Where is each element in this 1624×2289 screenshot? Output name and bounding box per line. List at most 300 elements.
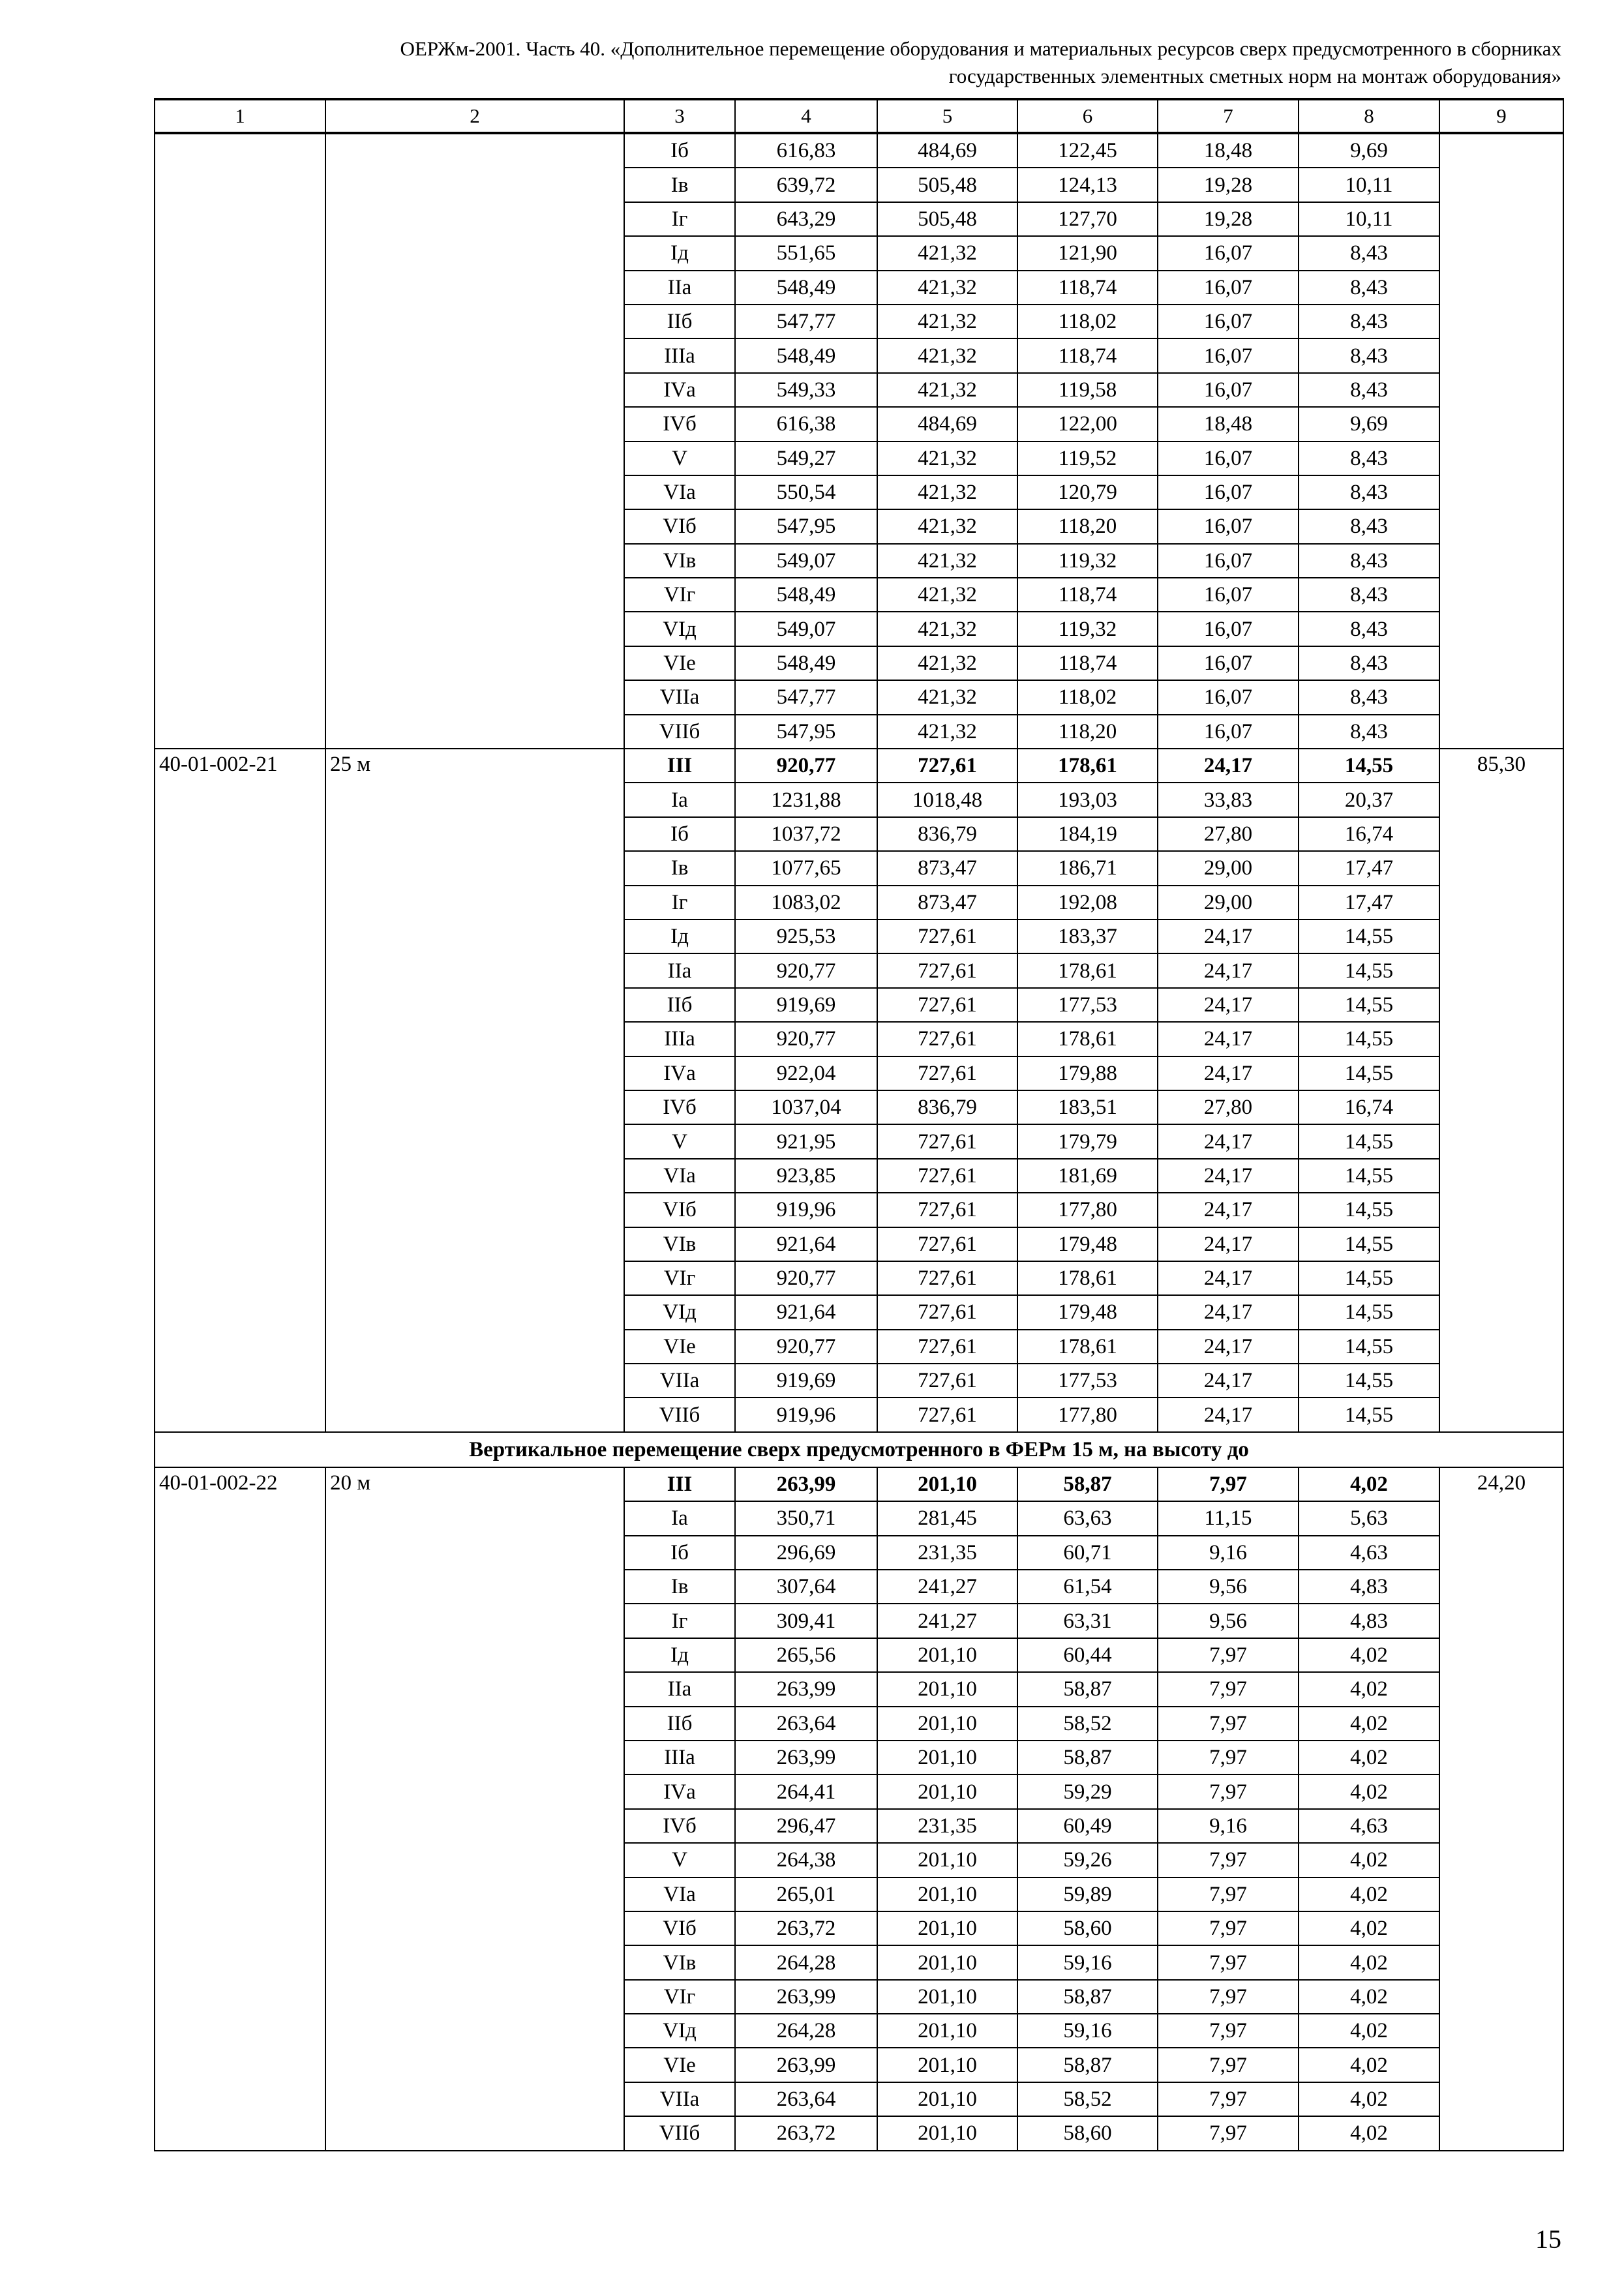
machines-cell: 193,03 bbox=[1017, 783, 1158, 816]
total-cost-cell: 263,99 bbox=[735, 1980, 877, 2014]
zone-cell: V bbox=[624, 1124, 735, 1158]
total-cost-cell: 296,47 bbox=[735, 1809, 877, 1843]
machines-cell: 119,32 bbox=[1017, 612, 1158, 646]
total-cost-cell: 920,77 bbox=[735, 1330, 877, 1364]
total-cost-cell: 307,64 bbox=[735, 1570, 877, 1604]
total-cost-cell: 265,56 bbox=[735, 1638, 877, 1672]
zone-cell: Iа bbox=[624, 783, 735, 816]
drivers-wages-cell: 7,97 bbox=[1158, 1945, 1299, 1979]
wages-cell: 421,32 bbox=[877, 544, 1017, 578]
labor-cell: 4,02 bbox=[1299, 1878, 1439, 1911]
labor-cell: 4,02 bbox=[1299, 1638, 1439, 1672]
wages-cell: 201,10 bbox=[877, 1843, 1017, 1877]
wages-cell: 241,27 bbox=[877, 1570, 1017, 1604]
machines-cell: 118,74 bbox=[1017, 338, 1158, 372]
drivers-wages-cell: 16,07 bbox=[1158, 612, 1299, 646]
labor-cell: 14,55 bbox=[1299, 1159, 1439, 1193]
zone-cell: VIд bbox=[624, 1295, 735, 1329]
column-number: 1 bbox=[155, 99, 325, 133]
table-row bbox=[155, 1467, 1563, 1501]
drivers-wages-cell: 7,97 bbox=[1158, 2014, 1299, 2048]
total-cost-cell: 639,72 bbox=[735, 168, 877, 202]
column-numbers-row bbox=[155, 99, 1563, 133]
total-cost-cell: 616,38 bbox=[735, 407, 877, 441]
height-parameter-cell: 20 м bbox=[325, 1467, 624, 2151]
total-cost-cell: 263,72 bbox=[735, 2116, 877, 2150]
drivers-wages-cell: 19,28 bbox=[1158, 168, 1299, 202]
drivers-wages-cell: 9,56 bbox=[1158, 1570, 1299, 1604]
height-parameter-cell: 25 м bbox=[325, 749, 624, 1432]
drivers-wages-cell: 24,17 bbox=[1158, 749, 1299, 783]
labor-cell: 4,02 bbox=[1299, 1843, 1439, 1877]
machines-cell: 119,58 bbox=[1017, 373, 1158, 407]
zone-cell: VIв bbox=[624, 544, 735, 578]
labor-cell: 8,43 bbox=[1299, 236, 1439, 270]
drivers-wages-cell: 24,17 bbox=[1158, 1022, 1299, 1056]
labor-cell: 4,02 bbox=[1299, 1945, 1439, 1979]
labor-cell: 14,55 bbox=[1299, 1330, 1439, 1364]
zone-cell: VIг bbox=[624, 1261, 735, 1295]
drivers-wages-cell: 7,97 bbox=[1158, 1741, 1299, 1774]
drivers-wages-cell: 16,07 bbox=[1158, 544, 1299, 578]
machines-cell: 186,71 bbox=[1017, 851, 1158, 885]
labor-cell: 8,43 bbox=[1299, 305, 1439, 338]
labor-cell: 8,43 bbox=[1299, 680, 1439, 714]
machines-cell: 59,29 bbox=[1017, 1774, 1158, 1808]
total-cost-cell: 1037,04 bbox=[735, 1090, 877, 1124]
zone-cell: VIв bbox=[624, 1227, 735, 1261]
zone-cell: IVа bbox=[624, 373, 735, 407]
machines-cell: 58,87 bbox=[1017, 2048, 1158, 2082]
total-cost-cell: 263,99 bbox=[735, 1467, 877, 1501]
machines-cell: 58,52 bbox=[1017, 1707, 1158, 1741]
wages-cell: 727,61 bbox=[877, 1159, 1017, 1193]
zone-cell: Iб bbox=[624, 133, 735, 168]
labor-cell: 8,43 bbox=[1299, 509, 1439, 543]
drivers-wages-cell: 7,97 bbox=[1158, 1911, 1299, 1945]
machines-cell: 119,52 bbox=[1017, 441, 1158, 475]
wages-cell: 727,61 bbox=[877, 1227, 1017, 1261]
wages-cell: 727,61 bbox=[877, 1261, 1017, 1295]
column-number: 9 bbox=[1439, 99, 1563, 133]
extra-value-cell: 24,20 bbox=[1439, 1467, 1563, 2151]
drivers-wages-cell: 33,83 bbox=[1158, 783, 1299, 816]
drivers-wages-cell: 16,07 bbox=[1158, 338, 1299, 372]
drivers-wages-cell: 7,97 bbox=[1158, 1878, 1299, 1911]
total-cost-cell: 350,71 bbox=[735, 1501, 877, 1535]
machines-cell: 192,08 bbox=[1017, 886, 1158, 920]
machines-cell: 127,70 bbox=[1017, 202, 1158, 236]
zone-cell: Iд bbox=[624, 236, 735, 270]
labor-cell: 14,55 bbox=[1299, 1193, 1439, 1227]
drivers-wages-cell: 24,17 bbox=[1158, 1056, 1299, 1090]
wages-cell: 727,61 bbox=[877, 749, 1017, 783]
wages-cell: 421,32 bbox=[877, 373, 1017, 407]
drivers-wages-cell: 7,97 bbox=[1158, 2116, 1299, 2150]
section-heading: Вертикальное перемещение сверх предусмотренного в ФЕРм 15 м, на высоту до bbox=[155, 1432, 1563, 1467]
wages-cell: 201,10 bbox=[877, 1741, 1017, 1774]
total-cost-cell: 549,33 bbox=[735, 373, 877, 407]
zone-cell: VIа bbox=[624, 475, 735, 509]
column-number: 4 bbox=[735, 99, 877, 133]
labor-cell: 8,43 bbox=[1299, 373, 1439, 407]
labor-cell: 14,55 bbox=[1299, 1398, 1439, 1431]
page-number: 15 bbox=[1535, 2224, 1561, 2254]
drivers-wages-cell: 7,97 bbox=[1158, 1707, 1299, 1741]
total-cost-cell: 925,53 bbox=[735, 920, 877, 953]
total-cost-cell: 921,95 bbox=[735, 1124, 877, 1158]
labor-cell: 4,02 bbox=[1299, 1672, 1439, 1706]
zone-cell: Iа bbox=[624, 1501, 735, 1535]
labor-cell: 4,83 bbox=[1299, 1570, 1439, 1604]
total-cost-cell: 264,28 bbox=[735, 2014, 877, 2048]
labor-cell: 9,69 bbox=[1299, 133, 1439, 168]
total-cost-cell: 548,49 bbox=[735, 271, 877, 305]
wages-cell: 727,61 bbox=[877, 1022, 1017, 1056]
labor-cell: 14,55 bbox=[1299, 749, 1439, 783]
drivers-wages-cell: 24,17 bbox=[1158, 1159, 1299, 1193]
zone-cell: Iв bbox=[624, 1570, 735, 1604]
rate-code-cell bbox=[155, 133, 325, 749]
wages-cell: 201,10 bbox=[877, 2048, 1017, 2082]
labor-cell: 4,02 bbox=[1299, 2082, 1439, 2116]
labor-cell: 8,43 bbox=[1299, 475, 1439, 509]
zone-cell: IIа bbox=[624, 1672, 735, 1706]
labor-cell: 8,43 bbox=[1299, 544, 1439, 578]
drivers-wages-cell: 27,80 bbox=[1158, 817, 1299, 851]
labor-cell: 4,02 bbox=[1299, 1911, 1439, 1945]
wages-cell: 505,48 bbox=[877, 168, 1017, 202]
machines-cell: 58,60 bbox=[1017, 2116, 1158, 2150]
table-row bbox=[155, 749, 1563, 783]
wages-cell: 727,61 bbox=[877, 1295, 1017, 1329]
drivers-wages-cell: 16,07 bbox=[1158, 305, 1299, 338]
machines-cell: 124,13 bbox=[1017, 168, 1158, 202]
machines-cell: 177,80 bbox=[1017, 1193, 1158, 1227]
labor-cell: 4,83 bbox=[1299, 1604, 1439, 1638]
rates-table-body bbox=[155, 99, 1563, 2151]
drivers-wages-cell: 16,07 bbox=[1158, 680, 1299, 714]
total-cost-cell: 264,41 bbox=[735, 1774, 877, 1808]
drivers-wages-cell: 24,17 bbox=[1158, 1261, 1299, 1295]
zone-cell: VIг bbox=[624, 578, 735, 612]
labor-cell: 4,02 bbox=[1299, 1707, 1439, 1741]
drivers-wages-cell: 29,00 bbox=[1158, 886, 1299, 920]
zone-cell: Iб bbox=[624, 1536, 735, 1570]
zone-cell: Iг bbox=[624, 1604, 735, 1638]
machines-cell: 58,87 bbox=[1017, 1467, 1158, 1501]
wages-cell: 505,48 bbox=[877, 202, 1017, 236]
wages-cell: 421,32 bbox=[877, 680, 1017, 714]
total-cost-cell: 548,49 bbox=[735, 338, 877, 372]
zone-cell: IVб bbox=[624, 1090, 735, 1124]
zone-cell: VIа bbox=[624, 1159, 735, 1193]
machines-cell: 58,87 bbox=[1017, 1741, 1158, 1774]
total-cost-cell: 547,95 bbox=[735, 509, 877, 543]
machines-cell: 118,02 bbox=[1017, 305, 1158, 338]
wages-cell: 201,10 bbox=[877, 1467, 1017, 1501]
zone-cell: VIIб bbox=[624, 2116, 735, 2150]
machines-cell: 177,53 bbox=[1017, 1364, 1158, 1398]
drivers-wages-cell: 9,16 bbox=[1158, 1536, 1299, 1570]
wages-cell: 836,79 bbox=[877, 817, 1017, 851]
extra-value-cell bbox=[1439, 133, 1563, 749]
labor-cell: 14,55 bbox=[1299, 988, 1439, 1022]
machines-cell: 59,26 bbox=[1017, 1843, 1158, 1877]
machines-cell: 179,48 bbox=[1017, 1227, 1158, 1261]
machines-cell: 58,87 bbox=[1017, 1980, 1158, 2014]
running-header bbox=[154, 35, 1561, 90]
wages-cell: 421,32 bbox=[877, 305, 1017, 338]
machines-cell: 120,79 bbox=[1017, 475, 1158, 509]
drivers-wages-cell: 16,07 bbox=[1158, 715, 1299, 749]
machines-cell: 118,74 bbox=[1017, 646, 1158, 680]
labor-cell: 8,43 bbox=[1299, 715, 1439, 749]
machines-cell: 58,52 bbox=[1017, 2082, 1158, 2116]
total-cost-cell: 919,69 bbox=[735, 988, 877, 1022]
wages-cell: 231,35 bbox=[877, 1809, 1017, 1843]
zone-cell: VIIб bbox=[624, 1398, 735, 1431]
drivers-wages-cell: 7,97 bbox=[1158, 1774, 1299, 1808]
column-number: 5 bbox=[877, 99, 1017, 133]
total-cost-cell: 263,99 bbox=[735, 1672, 877, 1706]
total-cost-cell: 263,99 bbox=[735, 1741, 877, 1774]
wages-cell: 727,61 bbox=[877, 1330, 1017, 1364]
zone-cell: VIб bbox=[624, 1193, 735, 1227]
machines-cell: 179,88 bbox=[1017, 1056, 1158, 1090]
wages-cell: 281,45 bbox=[877, 1501, 1017, 1535]
zone-cell: IIIа bbox=[624, 1741, 735, 1774]
drivers-wages-cell: 7,97 bbox=[1158, 1638, 1299, 1672]
wages-cell: 421,32 bbox=[877, 612, 1017, 646]
wages-cell: 727,61 bbox=[877, 953, 1017, 987]
labor-cell: 4,02 bbox=[1299, 1980, 1439, 2014]
zone-cell: VIб bbox=[624, 509, 735, 543]
wages-cell: 241,27 bbox=[877, 1604, 1017, 1638]
wages-cell: 201,10 bbox=[877, 2082, 1017, 2116]
wages-cell: 484,69 bbox=[877, 407, 1017, 441]
zone-cell: IIб bbox=[624, 305, 735, 338]
zone-cell: VIIа bbox=[624, 2082, 735, 2116]
total-cost-cell: 919,96 bbox=[735, 1398, 877, 1431]
machines-cell: 184,19 bbox=[1017, 817, 1158, 851]
machines-cell: 178,61 bbox=[1017, 749, 1158, 783]
labor-cell: 20,37 bbox=[1299, 783, 1439, 816]
zone-cell: VIд bbox=[624, 612, 735, 646]
total-cost-cell: 1077,65 bbox=[735, 851, 877, 885]
header-line-1: ОЕРЖм-2001. Часть 40. «Дополнительное перемещение оборудования и материальных ресурсов сверх предусмотренного в сборниках bbox=[400, 37, 1561, 60]
zone-cell: VIIа bbox=[624, 680, 735, 714]
total-cost-cell: 549,07 bbox=[735, 612, 877, 646]
drivers-wages-cell: 9,16 bbox=[1158, 1809, 1299, 1843]
labor-cell: 4,02 bbox=[1299, 2014, 1439, 2048]
height-parameter-cell bbox=[325, 133, 624, 749]
drivers-wages-cell: 16,07 bbox=[1158, 509, 1299, 543]
total-cost-cell: 921,64 bbox=[735, 1295, 877, 1329]
total-cost-cell: 547,77 bbox=[735, 305, 877, 338]
zone-cell: VIе bbox=[624, 646, 735, 680]
total-cost-cell: 309,41 bbox=[735, 1604, 877, 1638]
zone-cell: VIа bbox=[624, 1878, 735, 1911]
labor-cell: 14,55 bbox=[1299, 1124, 1439, 1158]
drivers-wages-cell: 16,07 bbox=[1158, 475, 1299, 509]
total-cost-cell: 1231,88 bbox=[735, 783, 877, 816]
zone-cell: VIв bbox=[624, 1945, 735, 1979]
wages-cell: 231,35 bbox=[877, 1536, 1017, 1570]
machines-cell: 177,53 bbox=[1017, 988, 1158, 1022]
zone-cell: III bbox=[624, 749, 735, 783]
drivers-wages-cell: 24,17 bbox=[1158, 1124, 1299, 1158]
wages-cell: 1018,48 bbox=[877, 783, 1017, 816]
wages-cell: 727,61 bbox=[877, 1193, 1017, 1227]
labor-cell: 8,43 bbox=[1299, 578, 1439, 612]
labor-cell: 8,43 bbox=[1299, 338, 1439, 372]
total-cost-cell: 616,83 bbox=[735, 133, 877, 168]
drivers-wages-cell: 7,97 bbox=[1158, 1672, 1299, 1706]
wages-cell: 201,10 bbox=[877, 1878, 1017, 1911]
machines-cell: 179,48 bbox=[1017, 1295, 1158, 1329]
zone-cell: IIб bbox=[624, 988, 735, 1022]
labor-cell: 16,74 bbox=[1299, 817, 1439, 851]
drivers-wages-cell: 24,17 bbox=[1158, 953, 1299, 987]
machines-cell: 59,16 bbox=[1017, 1945, 1158, 1979]
column-number: 8 bbox=[1299, 99, 1439, 133]
total-cost-cell: 547,95 bbox=[735, 715, 877, 749]
labor-cell: 16,74 bbox=[1299, 1090, 1439, 1124]
total-cost-cell: 548,49 bbox=[735, 578, 877, 612]
total-cost-cell: 549,07 bbox=[735, 544, 877, 578]
column-number: 6 bbox=[1017, 99, 1158, 133]
zone-cell: VIб bbox=[624, 1911, 735, 1945]
zone-cell: VIе bbox=[624, 2048, 735, 2082]
drivers-wages-cell: 29,00 bbox=[1158, 851, 1299, 885]
machines-cell: 118,02 bbox=[1017, 680, 1158, 714]
labor-cell: 8,43 bbox=[1299, 646, 1439, 680]
drivers-wages-cell: 16,07 bbox=[1158, 441, 1299, 475]
labor-cell: 4,63 bbox=[1299, 1809, 1439, 1843]
labor-cell: 10,11 bbox=[1299, 168, 1439, 202]
drivers-wages-cell: 24,17 bbox=[1158, 1227, 1299, 1261]
labor-cell: 4,02 bbox=[1299, 1774, 1439, 1808]
zone-cell: IIIа bbox=[624, 338, 735, 372]
labor-cell: 8,43 bbox=[1299, 612, 1439, 646]
labor-cell: 4,02 bbox=[1299, 1467, 1439, 1501]
total-cost-cell: 549,27 bbox=[735, 441, 877, 475]
wages-cell: 201,10 bbox=[877, 2116, 1017, 2150]
zone-cell: IIб bbox=[624, 1707, 735, 1741]
header-line-2: государственных элементных сметных норм на монтаж оборудования» bbox=[948, 65, 1561, 87]
total-cost-cell: 922,04 bbox=[735, 1056, 877, 1090]
total-cost-cell: 263,64 bbox=[735, 1707, 877, 1741]
zone-cell: V bbox=[624, 441, 735, 475]
wages-cell: 201,10 bbox=[877, 1911, 1017, 1945]
wages-cell: 836,79 bbox=[877, 1090, 1017, 1124]
drivers-wages-cell: 24,17 bbox=[1158, 1364, 1299, 1398]
section-heading-row bbox=[155, 1432, 1563, 1467]
labor-cell: 4,02 bbox=[1299, 2116, 1439, 2150]
zone-cell: Iв bbox=[624, 168, 735, 202]
labor-cell: 14,55 bbox=[1299, 1022, 1439, 1056]
labor-cell: 4,02 bbox=[1299, 2048, 1439, 2082]
zone-cell: Iг bbox=[624, 202, 735, 236]
wages-cell: 201,10 bbox=[877, 1672, 1017, 1706]
labor-cell: 9,69 bbox=[1299, 407, 1439, 441]
labor-cell: 4,02 bbox=[1299, 1741, 1439, 1774]
drivers-wages-cell: 16,07 bbox=[1158, 646, 1299, 680]
machines-cell: 118,74 bbox=[1017, 271, 1158, 305]
labor-cell: 14,55 bbox=[1299, 920, 1439, 953]
drivers-wages-cell: 7,97 bbox=[1158, 1467, 1299, 1501]
zone-cell: IIа bbox=[624, 953, 735, 987]
wages-cell: 727,61 bbox=[877, 1364, 1017, 1398]
wages-cell: 421,32 bbox=[877, 475, 1017, 509]
wages-cell: 421,32 bbox=[877, 236, 1017, 270]
total-cost-cell: 921,64 bbox=[735, 1227, 877, 1261]
zone-cell: IIIа bbox=[624, 1022, 735, 1056]
wages-cell: 873,47 bbox=[877, 886, 1017, 920]
wages-cell: 727,61 bbox=[877, 1124, 1017, 1158]
total-cost-cell: 548,49 bbox=[735, 646, 877, 680]
wages-cell: 421,32 bbox=[877, 715, 1017, 749]
labor-cell: 14,55 bbox=[1299, 1364, 1439, 1398]
column-number: 7 bbox=[1158, 99, 1299, 133]
machines-cell: 58,87 bbox=[1017, 1672, 1158, 1706]
zone-cell: IVа bbox=[624, 1774, 735, 1808]
wages-cell: 484,69 bbox=[877, 133, 1017, 168]
machines-cell: 122,00 bbox=[1017, 407, 1158, 441]
total-cost-cell: 920,77 bbox=[735, 1022, 877, 1056]
labor-cell: 8,43 bbox=[1299, 441, 1439, 475]
total-cost-cell: 547,77 bbox=[735, 680, 877, 714]
drivers-wages-cell: 16,07 bbox=[1158, 373, 1299, 407]
machines-cell: 59,89 bbox=[1017, 1878, 1158, 1911]
wages-cell: 421,32 bbox=[877, 338, 1017, 372]
wages-cell: 727,61 bbox=[877, 1398, 1017, 1431]
machines-cell: 60,71 bbox=[1017, 1536, 1158, 1570]
machines-cell: 179,79 bbox=[1017, 1124, 1158, 1158]
drivers-wages-cell: 24,17 bbox=[1158, 920, 1299, 953]
drivers-wages-cell: 24,17 bbox=[1158, 1193, 1299, 1227]
machines-cell: 63,63 bbox=[1017, 1501, 1158, 1535]
drivers-wages-cell: 7,97 bbox=[1158, 2048, 1299, 2082]
labor-cell: 17,47 bbox=[1299, 851, 1439, 885]
machines-cell: 183,51 bbox=[1017, 1090, 1158, 1124]
total-cost-cell: 263,99 bbox=[735, 2048, 877, 2082]
zone-cell: Iд bbox=[624, 920, 735, 953]
drivers-wages-cell: 24,17 bbox=[1158, 1295, 1299, 1329]
zone-cell: IVб bbox=[624, 407, 735, 441]
drivers-wages-cell: 11,15 bbox=[1158, 1501, 1299, 1535]
drivers-wages-cell: 7,97 bbox=[1158, 2082, 1299, 2116]
machines-cell: 119,32 bbox=[1017, 544, 1158, 578]
machines-cell: 177,80 bbox=[1017, 1398, 1158, 1431]
total-cost-cell: 265,01 bbox=[735, 1878, 877, 1911]
zone-cell: VIе bbox=[624, 1330, 735, 1364]
labor-cell: 14,55 bbox=[1299, 1056, 1439, 1090]
wages-cell: 421,32 bbox=[877, 271, 1017, 305]
zone-cell: VIIб bbox=[624, 715, 735, 749]
zone-cell: IVа bbox=[624, 1056, 735, 1090]
machines-cell: 61,54 bbox=[1017, 1570, 1158, 1604]
zone-cell: IIа bbox=[624, 271, 735, 305]
labor-cell: 14,55 bbox=[1299, 1227, 1439, 1261]
labor-cell: 10,11 bbox=[1299, 202, 1439, 236]
machines-cell: 58,60 bbox=[1017, 1911, 1158, 1945]
total-cost-cell: 643,29 bbox=[735, 202, 877, 236]
drivers-wages-cell: 16,07 bbox=[1158, 271, 1299, 305]
zone-cell: Iв bbox=[624, 851, 735, 885]
drivers-wages-cell: 18,48 bbox=[1158, 133, 1299, 168]
